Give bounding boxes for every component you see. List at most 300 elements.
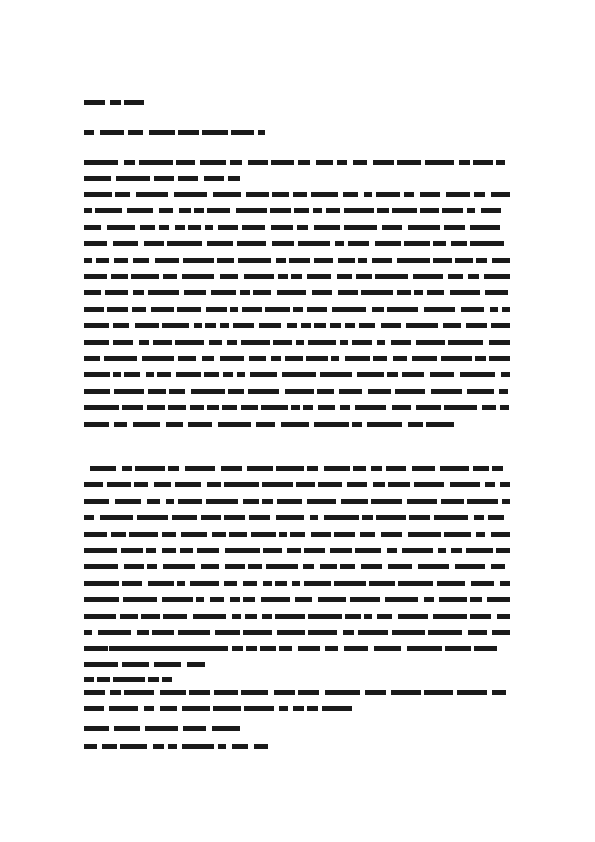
redacted-word [177,307,201,312]
redacted-word [279,706,288,711]
redacted-word [246,192,269,197]
redacted-word [481,208,501,213]
redacted-word [238,258,271,263]
redacted-word [276,515,304,520]
redacted-word [444,225,465,230]
redacted-word [218,744,226,749]
redacted-word [330,323,341,328]
redacted-word [162,548,176,553]
redacted-word [301,323,311,328]
redacted-word [418,564,449,569]
redacted-word [178,130,199,135]
redacted-word [187,662,205,667]
redacted-word [402,548,433,553]
redacted-word [391,690,421,695]
redacted-word [369,581,395,586]
redacted-word [120,744,147,749]
redacted-word [84,614,116,619]
redacted-word [474,646,497,651]
redacted-word [155,258,179,263]
redacted-word [84,515,94,520]
redacted-word [491,532,510,537]
redacted-word [322,706,352,711]
redacted-word [183,726,206,731]
redacted-word [374,646,401,651]
redacted-word [470,225,500,230]
redacted-word [377,340,385,345]
redacted-word [236,208,267,213]
redacted-word [275,614,305,619]
redacted-word [318,405,335,410]
redacted-word [210,597,224,602]
redacted-word [164,646,172,651]
redacted-word [431,389,462,394]
redacted-word [279,646,292,651]
redacted-word [189,690,210,695]
redacted-word [484,274,510,279]
redacted-word [358,630,388,635]
redacted-word [232,744,248,749]
redacted-word [84,690,105,695]
redacted-word [375,274,408,279]
redacted-word [409,515,430,520]
redacted-word [492,630,510,635]
redacted-word [250,372,277,377]
redacted-word [84,100,105,105]
redacted-word [114,389,144,394]
redacted-word [142,356,174,361]
redacted-word [225,548,260,553]
redacted-word [212,532,226,537]
redacted-word [412,356,437,361]
redacted-word [439,597,467,602]
redacted-word [296,340,304,345]
redacted-word [122,581,142,586]
redacted-word [376,515,406,520]
redacted-word [475,356,486,361]
redacted-word [262,499,273,504]
redacted-word [466,548,493,553]
redacted-word [318,482,342,487]
redacted-word [96,258,109,263]
redacted-word [485,290,508,295]
redacted-word [470,597,482,602]
redacted-word [398,614,428,619]
redacted-word [153,744,164,749]
redacted-word [281,422,309,427]
redacted-word [221,466,242,471]
redacted-word [340,564,355,569]
redacted-word [84,192,112,197]
redacted-word [459,160,470,165]
redacted-word [441,499,464,504]
redacted-word [188,225,201,230]
redacted-word [279,532,287,537]
redacted-word [207,241,233,246]
redacted-word [318,597,346,602]
redacted-word [289,258,310,263]
redacted-word [440,466,469,471]
redacted-word [131,274,159,279]
redacted-word [473,466,489,471]
redacted-word [191,389,225,394]
redacted-word [398,581,433,586]
redacted-word [84,532,107,537]
redacted-word [277,499,302,504]
redacted-word [343,192,358,197]
redacted-word [412,466,435,471]
redacted-word [256,422,275,427]
redacted-word [408,532,441,537]
redacted-word [176,372,201,377]
redacted-word [109,706,138,711]
redacted-word [107,482,131,487]
redacted-word [320,564,337,569]
redacted-word [202,356,214,361]
redacted-word [324,466,350,471]
redacted-word [124,372,140,377]
redacted-word [293,706,304,711]
redacted-word [448,340,483,345]
redacted-word [111,274,128,279]
redacted-word [115,192,130,197]
redacted-word [163,564,195,569]
redacted-word [204,372,219,377]
redacted-word [313,208,322,213]
redacted-word [470,614,491,619]
redacted-word [107,307,128,312]
redacted-word [159,208,173,213]
redacted-word [499,389,508,394]
redacted-word [247,466,273,471]
redacted-word [392,630,425,635]
redacted-word [312,290,332,295]
redacted-word [488,515,504,520]
redacted-word [160,690,186,695]
redacted-word [367,422,402,427]
redacted-word [368,389,391,394]
redacted-word [132,307,146,312]
redacted-word [168,405,186,410]
redacted-word [265,307,290,312]
redacted-word [225,564,245,569]
redacted-word [261,405,288,410]
redacted-word [196,597,204,602]
redacted-word [261,597,290,602]
redacted-word [102,744,117,749]
redacted-word [248,564,262,569]
redacted-word [276,466,304,471]
redacted-word [163,274,177,279]
redacted-word [502,307,510,312]
redacted-word [232,614,241,619]
redacted-word [144,706,154,711]
redacted-word [258,130,265,135]
redacted-word [218,422,251,427]
redacted-word [180,548,193,553]
redacted-word [193,614,226,619]
redacted-word [303,564,314,569]
redacted-word [373,356,387,361]
redacted-word [361,564,382,569]
redacted-word [441,356,472,361]
redacted-word [111,646,126,651]
redacted-word [97,677,110,682]
redacted-word [98,630,131,635]
redacted-word [243,499,259,504]
redacted-word [381,323,401,328]
redacted-word [298,241,330,246]
redacted-word [84,581,119,586]
redacted-word [182,744,214,749]
redacted-word [500,405,509,410]
redacted-word [84,597,119,602]
redacted-word [341,499,368,504]
redacted-word [166,499,174,504]
redacted-word [230,160,242,165]
redacted-word [307,307,327,312]
redacted-word [84,662,118,667]
redacted-word [147,405,165,410]
redacted-word [262,614,272,619]
redacted-word [139,340,149,345]
redacted-word [353,160,367,165]
redacted-word [111,532,126,537]
redacted-word [217,258,234,263]
redacted-word [224,515,245,520]
redacted-word [243,581,257,586]
redacted-word [298,160,310,165]
redacted-word [424,690,453,695]
redacted-word [395,389,425,394]
redacted-word [151,307,174,312]
redacted-word [285,389,314,394]
redacted-word [160,706,177,711]
redacted-word [135,466,165,471]
redacted-word [84,482,103,487]
redacted-word [181,532,207,537]
redacted-word [307,499,336,504]
redacted-word [358,258,367,263]
redacted-word [105,290,128,295]
redacted-word [84,290,101,295]
redacted-word [178,176,198,181]
redacted-word [277,290,306,295]
redacted-word [377,208,389,213]
redacted-word [460,372,495,377]
redacted-word [492,258,510,263]
redacted-word [178,499,202,504]
redacted-word [168,744,177,749]
redacted-word [84,372,110,377]
redacted-word [100,515,133,520]
redacted-word [84,225,101,230]
redacted-word [233,323,254,328]
redacted-word [334,532,355,537]
redacted-word [84,646,108,651]
redacted-word [240,290,250,295]
redacted-word [387,548,397,553]
redacted-word [355,405,386,410]
redacted-word [397,290,411,295]
redacted-word [201,515,221,520]
redacted-word [242,307,262,312]
redacted-word [438,548,446,553]
redacted-word [84,176,111,181]
redacted-word [116,176,150,181]
redacted-word [154,482,171,487]
redacted-word [213,192,241,197]
redacted-word [360,532,375,537]
redacted-word [263,548,282,553]
redacted-word [177,581,185,586]
redacted-word [147,564,157,569]
redacted-word [175,340,204,345]
redacted-word [144,241,164,246]
redacted-word [387,307,418,312]
redacted-word [375,241,401,246]
redacted-word [416,340,445,345]
redacted-word [129,646,160,651]
redacted-word [337,274,352,279]
redacted-word [114,422,127,427]
redacted-word [424,597,434,602]
redacted-word [489,356,510,361]
redacted-word [162,323,189,328]
redacted-word [482,405,496,410]
redacted-word [326,208,340,213]
redacted-word [237,241,266,246]
redacted-word [325,690,360,695]
redacted-word [343,630,354,635]
redacted-word [295,597,312,602]
redacted-word [176,646,188,651]
redacted-word [107,225,135,230]
redacted-word [95,208,122,213]
redacted-word [345,614,361,619]
redacted-word [244,706,274,711]
redacted-word [230,307,238,312]
redacted-word [502,499,510,504]
redacted-word [414,482,444,487]
redacted-word [340,405,350,410]
redacted-word [298,646,320,651]
redacted-word [128,130,143,135]
redacted-word [248,160,268,165]
redacted-word [339,389,362,394]
redacted-word [224,482,259,487]
redacted-word [190,405,204,410]
redacted-word [344,646,368,651]
redacted-word [84,389,110,394]
redacted-word [397,160,421,165]
redacted-word [332,307,366,312]
redacted-word [242,225,265,230]
redacted-word [371,499,402,504]
redacted-word [147,499,160,504]
redacted-word [487,597,510,602]
redacted-word [277,630,305,635]
redacted-word [84,499,109,504]
redacted-word [124,690,154,695]
redacted-word [121,548,143,553]
redacted-word [206,499,238,504]
redacted-word [110,690,121,695]
redacted-word [282,372,316,377]
redacted-word [174,192,207,197]
redacted-word [293,192,307,197]
redacted-word [124,160,135,165]
redacted-word [122,405,143,410]
redacted-word [246,646,257,651]
redacted-word [120,614,138,619]
redacted-word [443,323,461,328]
redacted-word [166,422,183,427]
redacted-word [455,564,485,569]
redacted-word [364,614,372,619]
redacted-word [406,323,438,328]
redacted-word [113,372,121,377]
redacted-word [476,258,487,263]
redacted-word [485,482,495,487]
redacted-word [228,176,240,181]
redacted-word [159,225,169,230]
redacted-word [84,706,104,711]
redacted-word [178,356,196,361]
redacted-word [372,307,384,312]
redacted-word [122,662,149,667]
redacted-word [444,532,471,537]
redacted-word [466,323,487,328]
redacted-word [271,225,293,230]
redacted-word [137,515,168,520]
redacted-word [84,241,107,246]
redacted-word [273,340,292,345]
redacted-word [474,515,484,520]
redacted-word [388,482,410,487]
redacted-word [304,548,325,553]
redacted-word [262,482,293,487]
redacted-word [285,356,303,361]
redacted-word [175,225,185,230]
redacted-word [263,581,272,586]
redacted-word [146,548,156,553]
redacted-word [372,258,392,263]
redacted-word [448,274,463,279]
redacted-word [222,405,237,410]
redacted-word [167,241,202,246]
redacted-word [84,548,117,553]
redacted-word [243,630,272,635]
redacted-word [362,515,373,520]
redacted-word [381,532,402,537]
redacted-word [148,290,179,295]
redacted-word [122,466,132,471]
redacted-word [297,225,308,230]
redacted-word [331,356,339,361]
redacted-word [124,564,144,569]
redacted-word [340,340,348,345]
redacted-word [84,340,109,345]
redacted-word [148,677,159,682]
redacted-word [137,630,149,635]
redacted-word [136,192,168,197]
redacted-word [298,690,319,695]
redacted-word [207,482,221,487]
redacted-word [168,466,179,471]
redacted-word [248,389,279,394]
redacted-word [496,548,510,553]
